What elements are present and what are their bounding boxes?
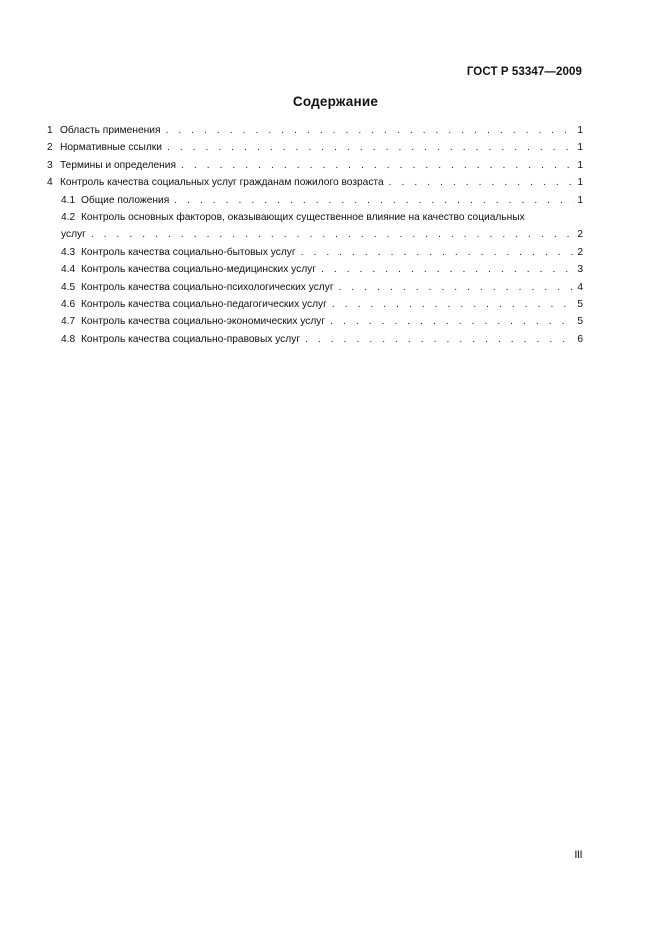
toc-entry-number: 4.1: [61, 194, 76, 206]
toc-entry-title: Контроль качества социально-педагогических услуг: [81, 299, 327, 311]
toc-entry[interactable]: [47, 174, 583, 191]
toc-entry-number: 4.2: [61, 212, 76, 224]
dot-leader: [305, 331, 574, 348]
toc-subentry[interactable]: [47, 296, 583, 313]
dot-leader: [389, 174, 574, 191]
toc-entry-page: 5: [577, 299, 583, 311]
toc-entry-number: 1: [47, 125, 53, 136]
toc-entry-number: 4.8: [61, 333, 76, 345]
toc-entry-title: Контроль качества социально-медицинских услуг: [81, 264, 316, 276]
toc-entry-title: Контроль качества социально-экономических услуг: [81, 316, 326, 328]
dot-leader: [321, 261, 574, 278]
toc-entry-number: 4.3: [61, 246, 76, 258]
toc-entry-title: Контроль качества социальных услуг гражданам пожилого возраста: [60, 177, 384, 189]
toc-title: Содержание: [292, 94, 379, 109]
toc-entry-page: 1: [577, 142, 583, 154]
toc-subentry[interactable]: [47, 313, 583, 330]
dot-leader: [332, 296, 574, 313]
toc-entry-number: 4.4: [61, 264, 76, 276]
toc-entry-page: 1: [577, 194, 583, 206]
dot-leader: [167, 139, 574, 156]
toc-entry-title: Контроль качества социально-правовых услуг: [81, 333, 301, 345]
toc-entry-page: 1: [577, 159, 583, 171]
toc-entry-number: 3: [47, 159, 53, 171]
toc-entry[interactable]: [47, 157, 583, 174]
document-code: ГОСТ Р 53347—2009: [466, 66, 582, 78]
toc-entry-title: Нормативные ссылки: [60, 142, 162, 154]
toc-entry-page: 1: [577, 177, 583, 189]
toc-entry-number: 4: [47, 177, 53, 189]
toc-subentry-line1[interactable]: [47, 209, 583, 226]
toc-subentry[interactable]: [47, 244, 583, 261]
toc-entry-title: Контроль качества социально-бытовых услуг: [81, 246, 296, 258]
toc-entry-title: Контроль качества социально-психологических услуг: [81, 281, 334, 293]
toc-subentry[interactable]: [47, 192, 583, 209]
dot-leader: [301, 244, 574, 261]
toc-entry-number: 4.6: [61, 299, 76, 311]
toc-entry-page: 3: [577, 264, 583, 276]
toc-entry-number: 2: [47, 142, 53, 154]
toc-entry-title: Область применения: [60, 125, 161, 136]
dot-leader: [181, 157, 574, 174]
toc-entry-page: 6: [577, 333, 583, 345]
toc-entry-title: Термины и определения: [60, 159, 176, 171]
toc-subentry[interactable]: [47, 331, 583, 348]
toc-entry-title-continued: услуг: [61, 229, 86, 241]
toc-entry-page: 1: [577, 125, 583, 136]
toc-entry-page: 4: [577, 281, 583, 293]
page-number: III: [574, 849, 582, 861]
dot-leader: [91, 226, 574, 243]
toc-entry-page: 5: [577, 316, 583, 328]
toc-entry-page: 2: [577, 246, 583, 258]
toc-entry[interactable]: [47, 139, 583, 156]
toc-entry-page: 2: [577, 229, 583, 241]
dot-leader: [330, 313, 574, 330]
dot-leader: [174, 192, 574, 209]
toc-subentry[interactable]: [47, 261, 583, 278]
toc-entry-title: Общие положения: [81, 194, 170, 206]
toc-entry-number: 4.5: [61, 281, 76, 293]
toc-entry-title: Контроль основных факторов, оказывающих существенное влияние на качество социальных: [81, 212, 525, 224]
toc-subentry-line2[interactable]: [47, 226, 583, 243]
dot-leader: [339, 279, 574, 296]
dot-leader: [165, 122, 574, 139]
toc-entry-number: 4.7: [61, 316, 76, 328]
toc-subentry[interactable]: [47, 279, 583, 296]
table-of-contents: [47, 122, 583, 348]
toc-entry[interactable]: [47, 122, 583, 139]
